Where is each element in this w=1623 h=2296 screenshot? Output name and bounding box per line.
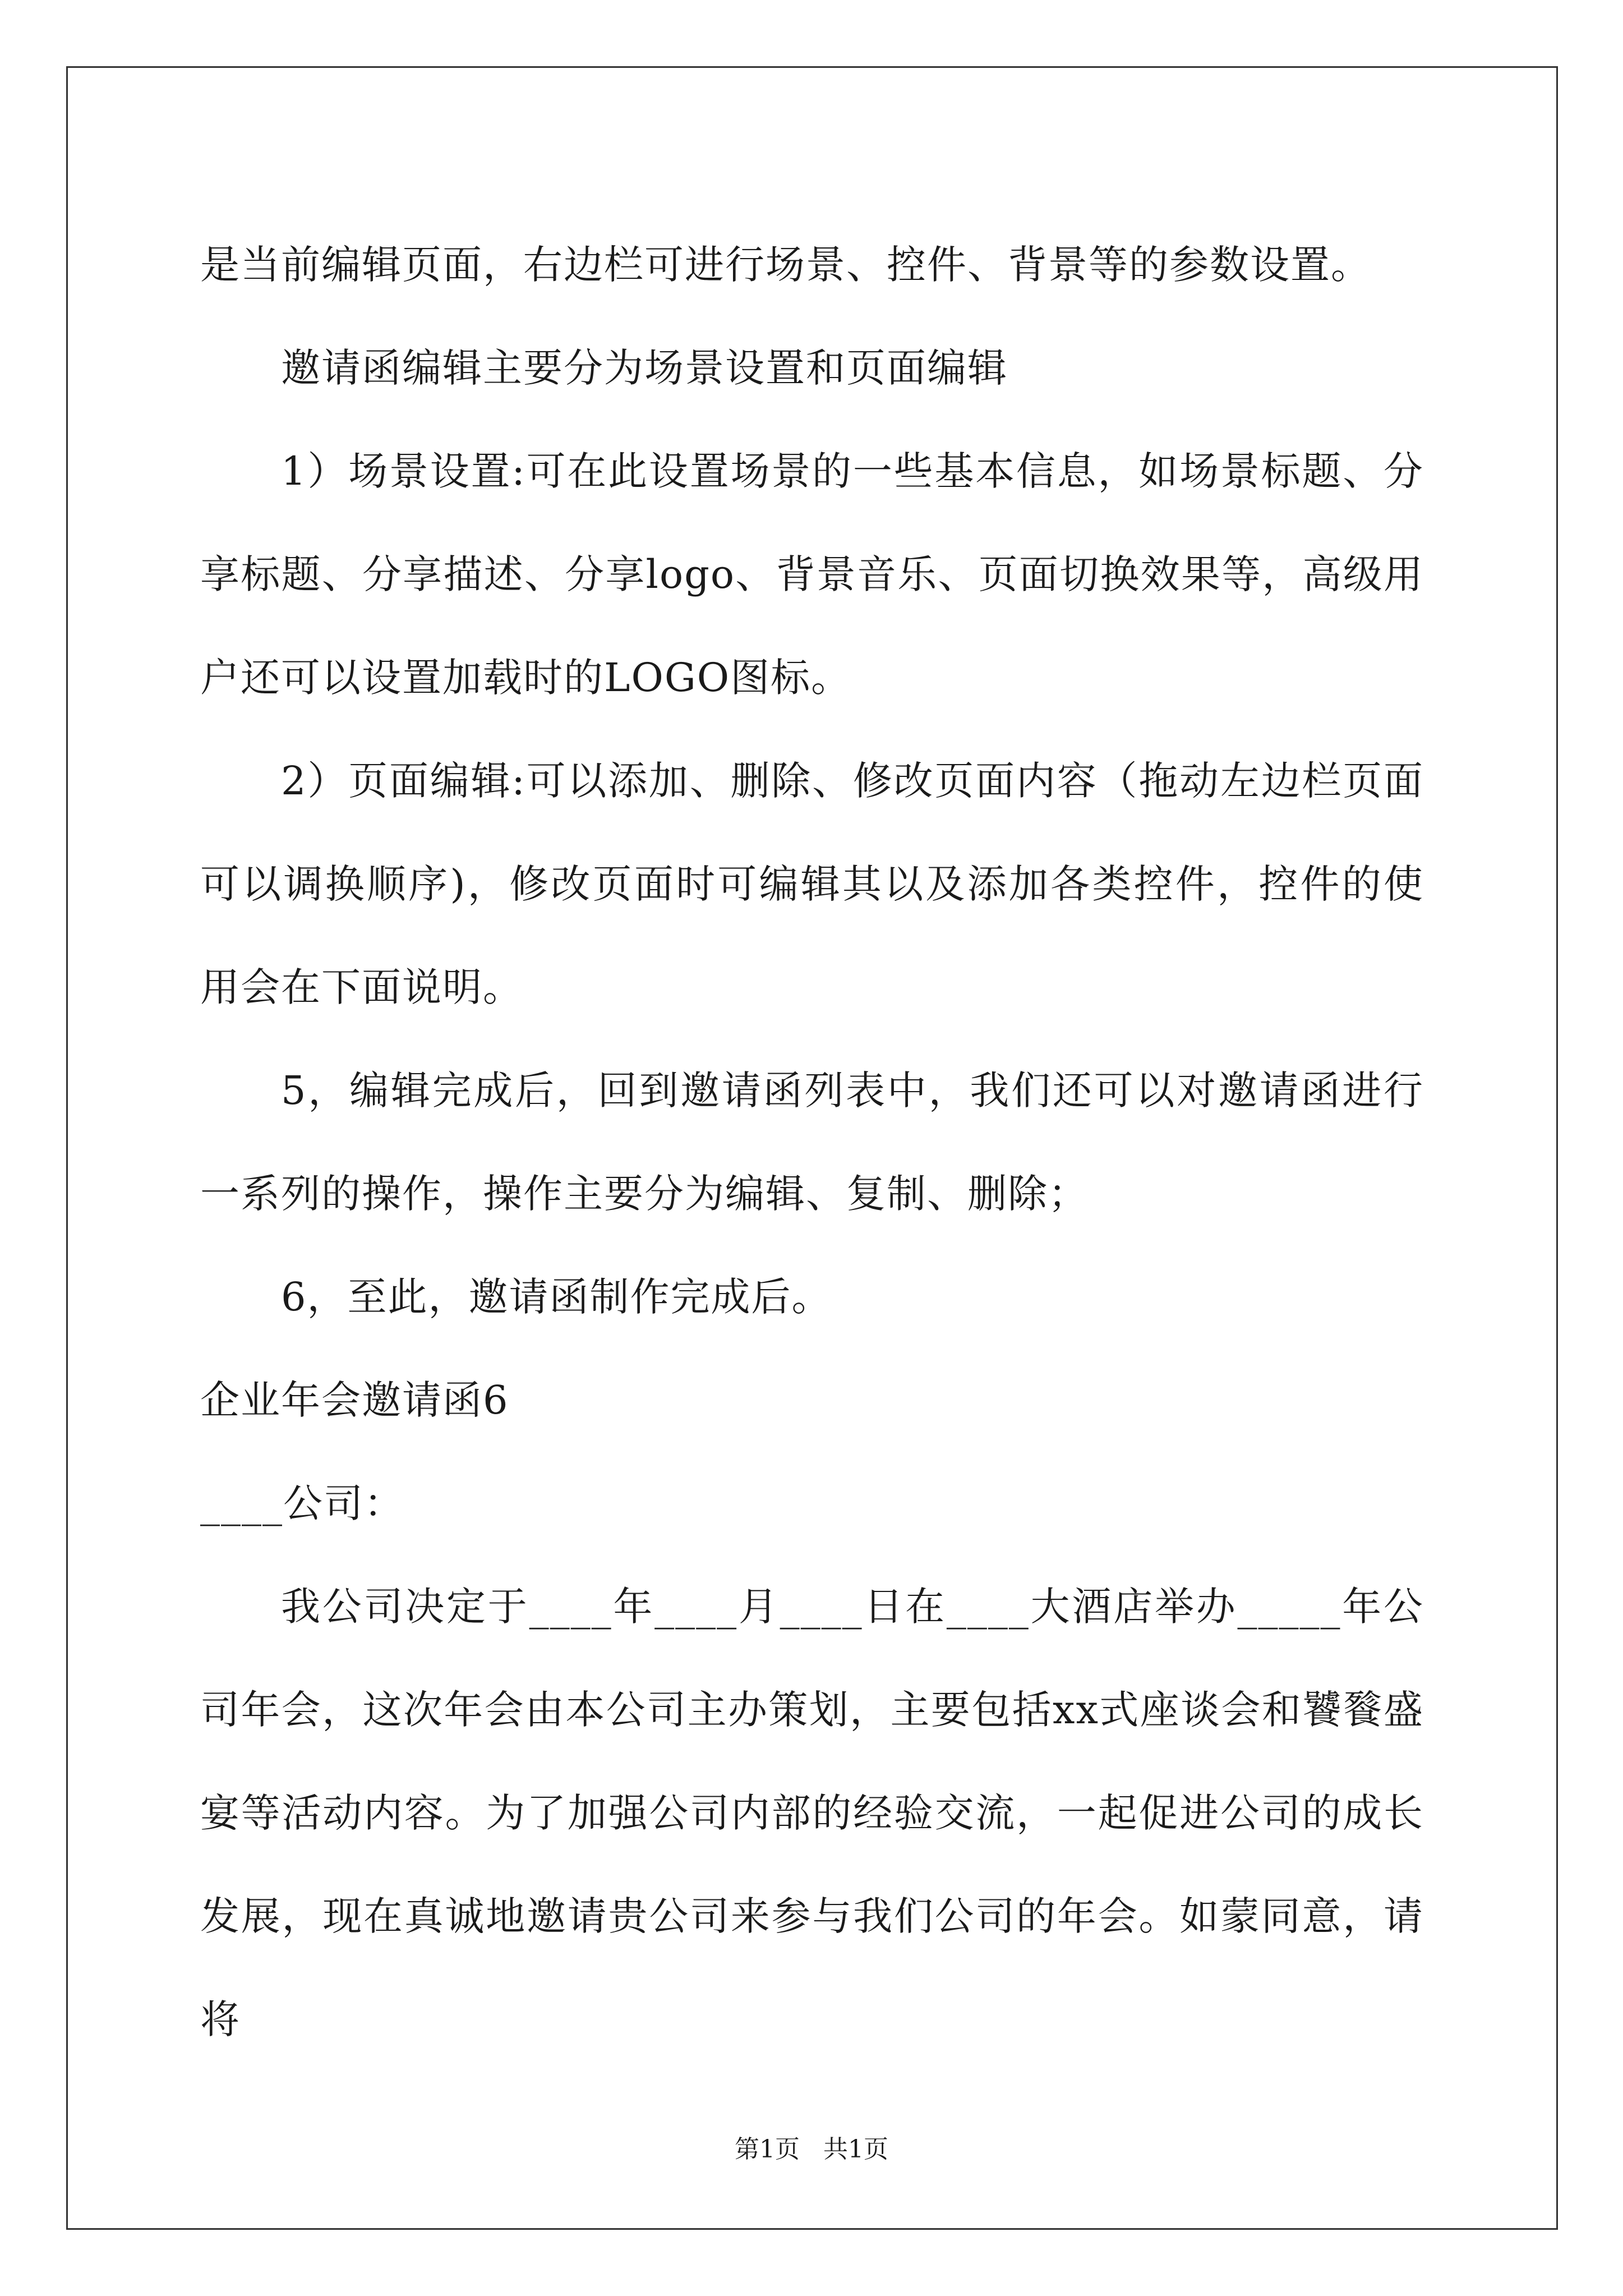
paragraph: 2）页面编辑:可以添加、删除、修改页面内容（拖动左边栏页面可以调换顺序)，修改页面时可编辑其以及添加各类控件，控件的使用会在下面说明。 xyxy=(200,758,1424,1010)
paragraph: 6，至此，邀请函制作完成后。 xyxy=(281,1274,832,1320)
section-heading: 企业年会邀请函6 xyxy=(200,1377,509,1423)
paragraph: 是当前编辑页面，右边栏可进行场景、控件、背景等的参数设置。 xyxy=(200,242,1371,288)
salutation: ____公司： xyxy=(200,1480,404,1526)
paragraph: 我公司决定于____年____月____日在____大酒店举办_____年公司年会，这次年会由本公司主办策划，主要包括xx式座谈会和饕餮盛宴等活动内容。为了加强公司内部的经验交流，一起促进公司的成长发展，现在真诚地邀请贵公司来参与我们公司的年会。如蒙同意，请将 xyxy=(200,1584,1424,2042)
paragraph: 邀请函编辑主要分为场景设置和页面编辑 xyxy=(281,345,1008,391)
page-footer xyxy=(0,2129,1623,2165)
paragraph: 1）场景设置:可在此设置场景的一些基本信息，如场景标题、分享标题、分享描述、分享logo、背景音乐、页面切换效果等，高级用户还可以设置加载时的LOGO图标。 xyxy=(200,448,1424,701)
page-number-current: 第1页 xyxy=(735,2135,800,2164)
document-body xyxy=(200,213,1424,2071)
page-number-total: 共1页 xyxy=(823,2135,888,2164)
paragraph: 5，编辑完成后，回到邀请函列表中，我们还可以对邀请函进行一系列的操作，操作主要分为编辑、复制、删除； xyxy=(200,1068,1424,1217)
